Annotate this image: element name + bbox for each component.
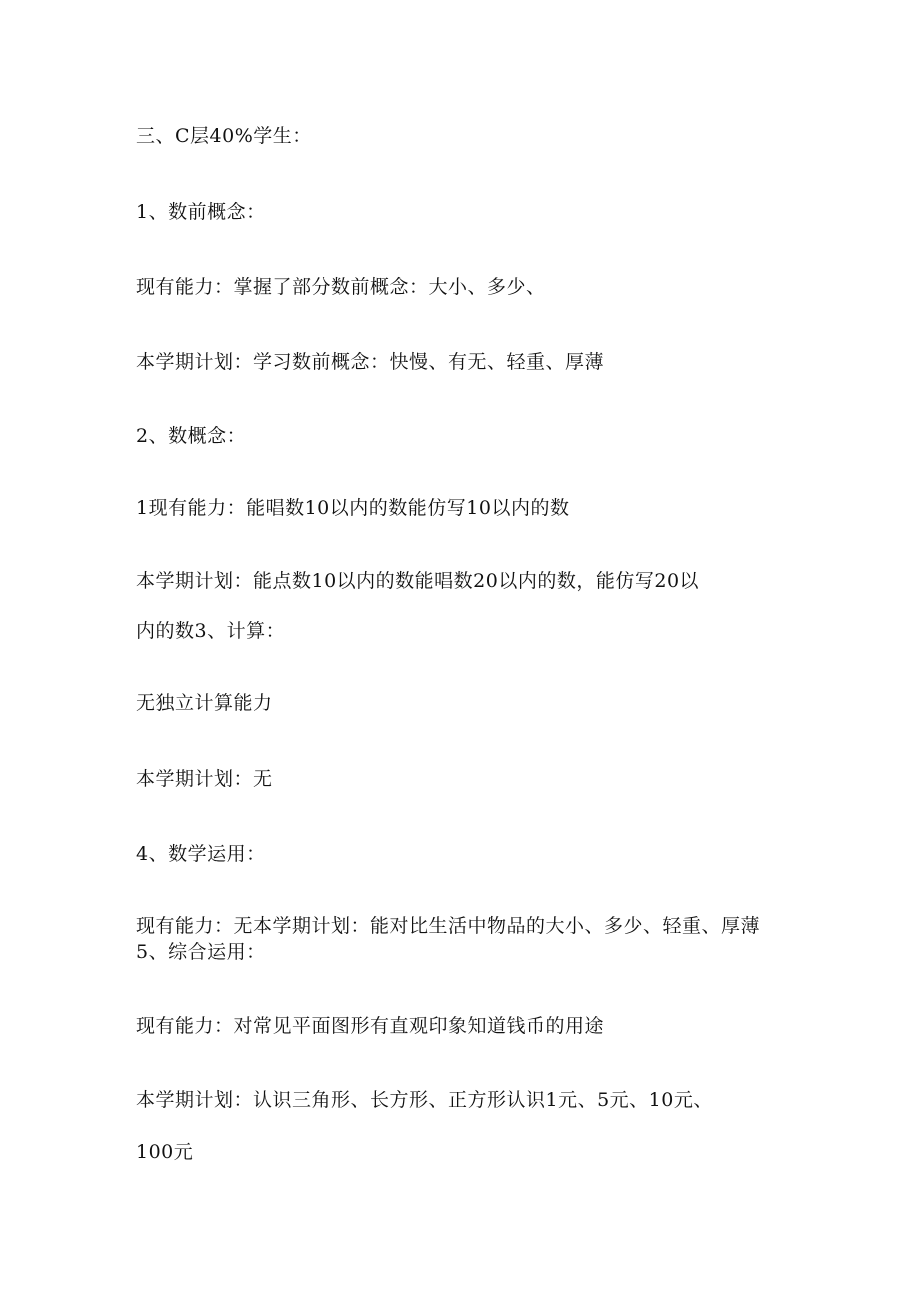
semester-plan-calculation: 本学期计划：无 [136,768,273,790]
semester-plan-number-concept: 本学期计划：能点数10以内的数能唱数20以内的数，能仿写20以 [136,570,700,592]
item-heading-comprehensive: 5、综合运用： [136,941,266,963]
item-heading-number-concept: 2、数概念： [136,425,247,447]
item-heading-math-application: 4、数学运用： [136,843,266,865]
semester-plan-comprehensive-cont: 100元 [136,1141,194,1163]
current-ability-pre-number: 现有能力：掌握了部分数前概念：大小、多少、 [136,276,546,298]
semester-plan-comprehensive: 本学期计划：认识三角形、长方形、正方形认识1元、5元、10元、 [136,1089,713,1111]
semester-plan-pre-number: 本学期计划：学习数前概念：快慢、有无、轻重、厚薄 [136,351,605,373]
section-heading-c-level: 三、C层40%学生： [136,125,312,147]
current-ability-math-application: 现有能力：无本学期计划：能对比生活中物品的大小、多少、轻重、厚薄 [136,915,761,937]
current-ability-number-concept: 1现有能力：能唱数10以内的数能仿写10以内的数 [136,497,570,519]
semester-plan-number-concept-cont: 内的数3、计算： [136,620,286,642]
current-ability-calculation: 无独立计算能力 [136,692,273,714]
item-heading-pre-number: 1、数前概念： [136,201,266,223]
current-ability-comprehensive: 现有能力：对常见平面图形有直观印象知道钱币的用途 [136,1015,605,1037]
